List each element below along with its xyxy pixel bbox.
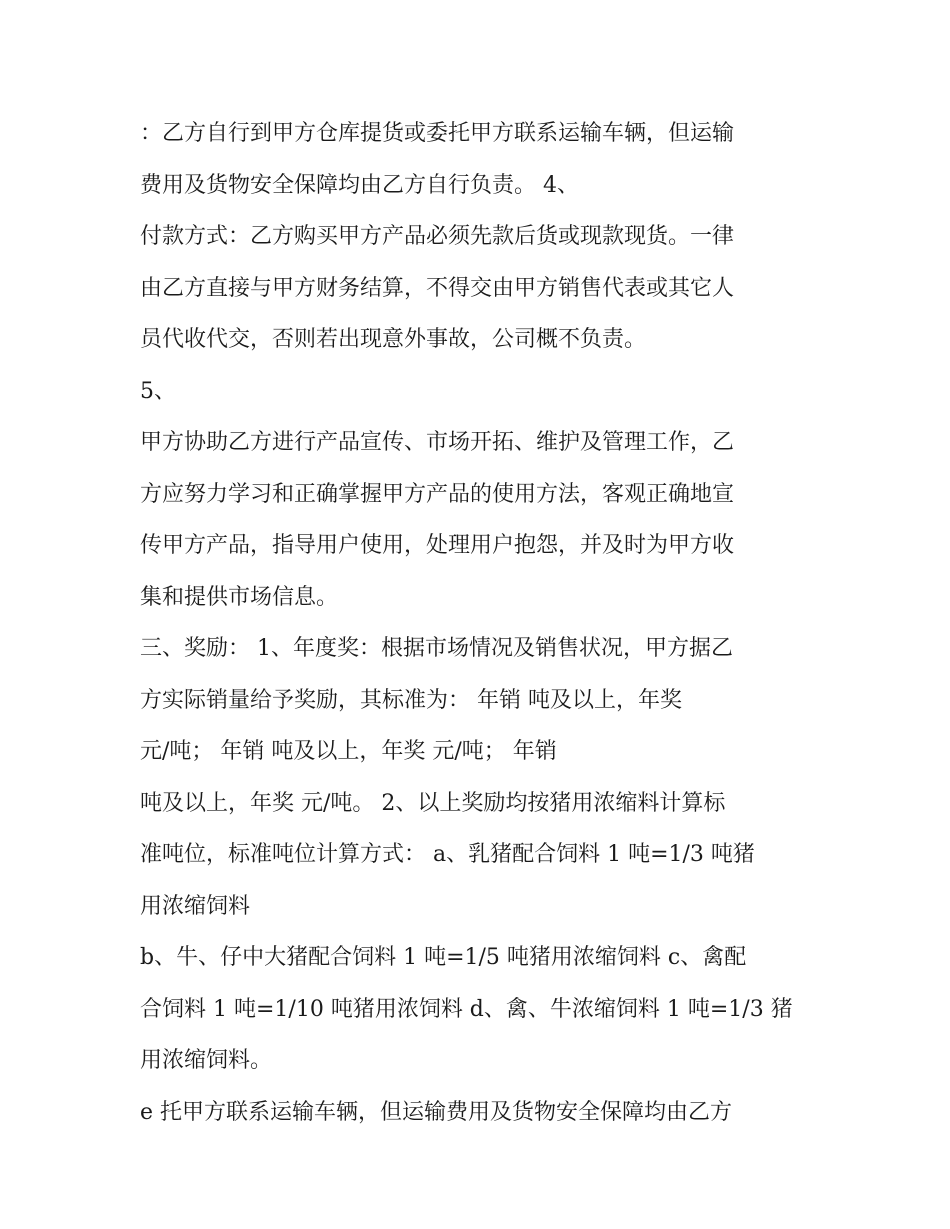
text-line: 方实际销量给予奖励，其标准为： 年销 吨及以上，年奖	[140, 687, 682, 713]
text-line: 传甲方产品，指导用户使用，处理用户抱怨，并及时为甲方收	[140, 533, 735, 558]
text-line: 由乙方直接与甲方财务结算，不得交由甲方销售代表或其它人	[140, 275, 735, 301]
text-line: 付款方式：乙方购买甲方产品必须先款后货或现款现货。一律	[140, 224, 735, 249]
text-line: 5、	[140, 378, 176, 404]
text-line: 方应努力学习和正确掌握甲方产品的使用方法，客观正确地宣	[140, 481, 735, 507]
text-line: 合饲料 1 吨=1/10 吨猪用浓饲料 d、禽、牛浓缩饲料 1 吨=1/3 猪	[140, 996, 793, 1022]
text-line: 吨及以上，年奖 元/吨。 2、以上奖励均按猪用浓缩料计算标	[140, 790, 726, 816]
text-line: ：乙方自行到甲方仓库提货或委托甲方联系运输车辆，但运输	[140, 121, 735, 146]
text-line: 甲方协助乙方进行产品宣传、市场开拓、维护及管理工作，乙	[140, 430, 735, 455]
text-line: 用浓缩饲料。	[140, 1048, 273, 1073]
text-line: 用浓缩饲料	[140, 893, 251, 919]
document-body	[140, 108, 820, 1138]
text-line: 集和提供市场信息。	[140, 584, 339, 610]
text-line: b、牛、仔中大猪配合饲料 1 吨=1/5 吨猪用浓缩饲料 c、禽配	[140, 945, 747, 970]
text-line: 准吨位，标准吨位计算方式： a、乳猪配合饲料 1 吨=1/3 吨猪	[140, 842, 755, 867]
text-line: 员代收代交，否则若出现意外事故，公司概不负责。	[140, 327, 647, 352]
text-line: 费用及货物安全保障均由乙方自行负责。 4、	[140, 172, 579, 198]
text-line: e 托甲方联系运输车辆，但运输费用及货物安全保障均由乙方	[140, 1099, 733, 1125]
text-line: 元/吨； 年销 吨及以上，年奖 元/吨； 年销	[140, 739, 557, 764]
text-line: 三、奖励： 1、年度奖：根据市场情况及销售状况，甲方据乙	[140, 636, 733, 661]
